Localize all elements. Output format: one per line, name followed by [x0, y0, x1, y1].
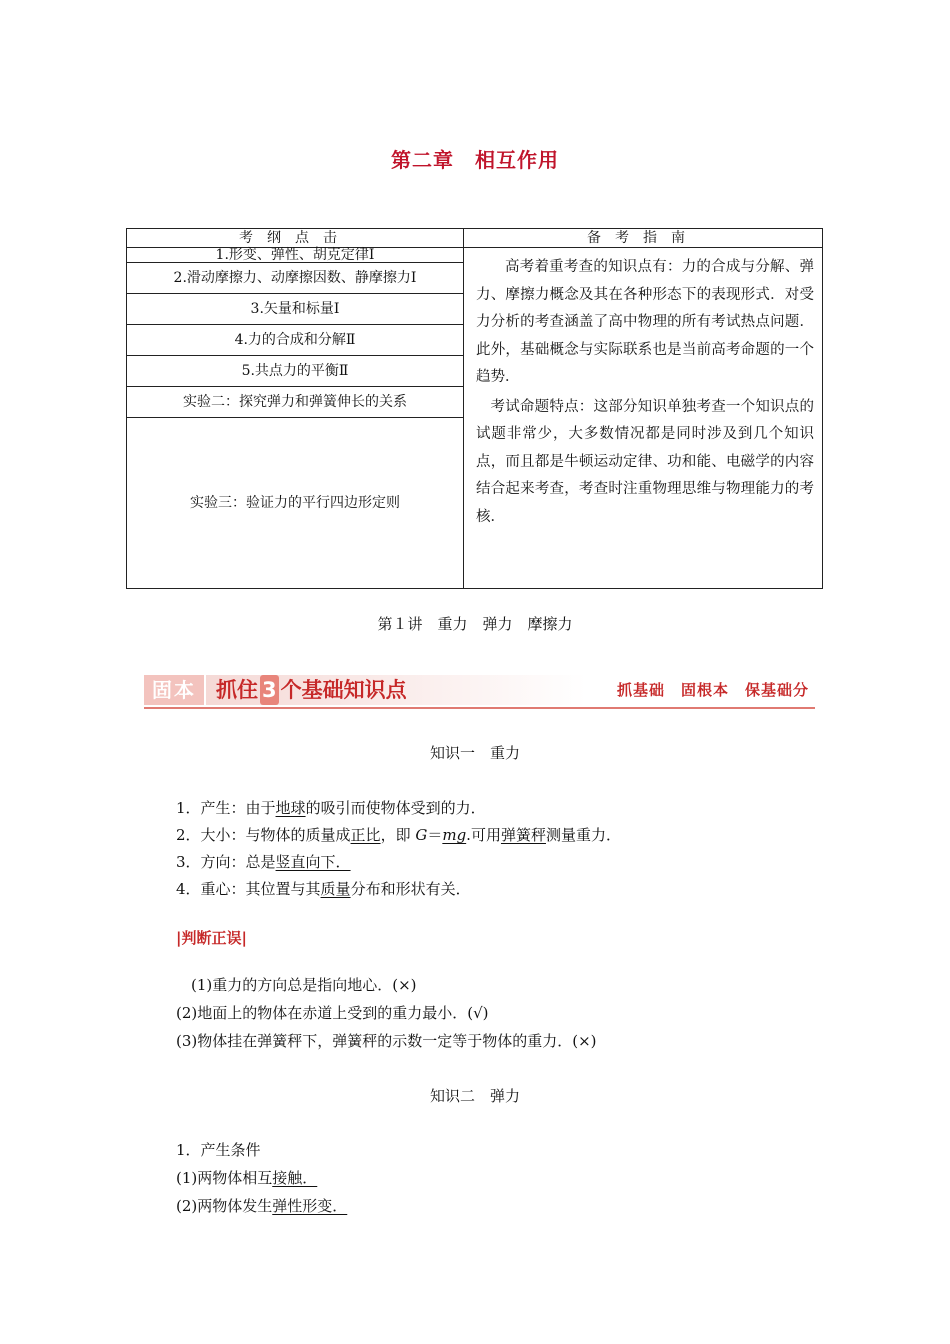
outline-item-2: 2.滑动摩擦力、动摩擦因数、静摩擦力Ⅰ — [127, 263, 464, 294]
outline-item-6: 实验二：探究弹力和弹簧伸长的关系 — [127, 387, 464, 418]
outline-item-7: 实验三：验证力的平行四边形定则 — [127, 418, 464, 589]
judge-item-3: (3)物体挂在弹簧秤下，弹簧秤的示数一定等于物体的重力．(×) — [176, 1032, 597, 1050]
outline-table-header — [127, 229, 823, 248]
chapter-title: 第二章 相互作用 — [391, 148, 559, 172]
outline-table — [126, 228, 823, 589]
knowledge-1-line-1: 1．产生：由于地球的吸引而使物体受到的力． — [176, 799, 486, 817]
knowledge-2-title: 知识二 弹力 — [429, 1087, 520, 1105]
banner-tag: 固本 — [144, 675, 204, 705]
banner-underline — [144, 707, 815, 709]
outline-item-1: 1.形变、弹性、胡克定律Ⅰ — [127, 248, 464, 263]
outline-item-4: 4.力的合成和分解Ⅱ — [127, 325, 464, 356]
guide-cell — [464, 248, 823, 589]
outline-item-5: 5.共点力的平衡Ⅱ — [127, 356, 464, 387]
banner-heading — [216, 675, 407, 705]
section-banner — [144, 673, 815, 709]
header-right: 备考指南 — [464, 229, 823, 248]
header-left: 考纲点击 — [127, 229, 464, 248]
banner-heading-pre: 抓住 — [216, 678, 258, 702]
guide-paragraph-2: 考试命题特点：这部分知识单独考查一个知识点的试题非常少，大多数情况都是同时涉及到几个知识点，而且都是牛顿运动定律、功和能、电磁学的内容结合起来考查，考查时注重物理思维与物理能力的考核． — [476, 398, 814, 525]
knowledge-1-line-4: 4．重心：其位置与其质量分布和形状有关． — [176, 880, 471, 898]
banner-number: 3 — [260, 675, 279, 705]
banner-slogan: 抓基础 固根本 保基础分 — [616, 681, 809, 699]
judge-item-2: (2)地面上的物体在赤道上受到的重力最小．(√) — [176, 1004, 489, 1022]
lecture-title: 第１讲 重力 弹力 摩擦力 — [377, 615, 573, 633]
knowledge-1-title: 知识一 重力 — [429, 744, 520, 762]
outline-item-3: 3.矢量和标量Ⅰ — [127, 294, 464, 325]
guide-paragraph-1: 高考着重考查的知识点有：力的合成与分解、弹力、摩擦力概念及其在各种形态下的表现形式．对受力分析的考查涵盖了高中物理的所有考试热点问题．此外，基础概念与实际联系也是当前高考命题的一个趋势． — [476, 259, 814, 385]
judge-heading: |判断正误| — [176, 929, 247, 947]
banner-main — [206, 675, 506, 705]
knowledge-2-line-3: (2)两物体发生弹性形变． — [176, 1197, 348, 1215]
knowledge-2-line-1: 1．产生条件 — [176, 1141, 261, 1159]
knowledge-1-line-2: 2．大小：与物体的质量成正比，即 G＝mg.可用弹簧秤测量重力． — [176, 826, 621, 844]
banner-heading-post: 个基础知识点 — [280, 678, 407, 702]
knowledge-1-line-3: 3．方向：总是竖直向下． — [176, 853, 351, 871]
judge-item-1: (1)重力的方向总是指向地心．(×) — [176, 976, 417, 994]
knowledge-2-line-2: (1)两物体相互接触． — [176, 1169, 318, 1187]
